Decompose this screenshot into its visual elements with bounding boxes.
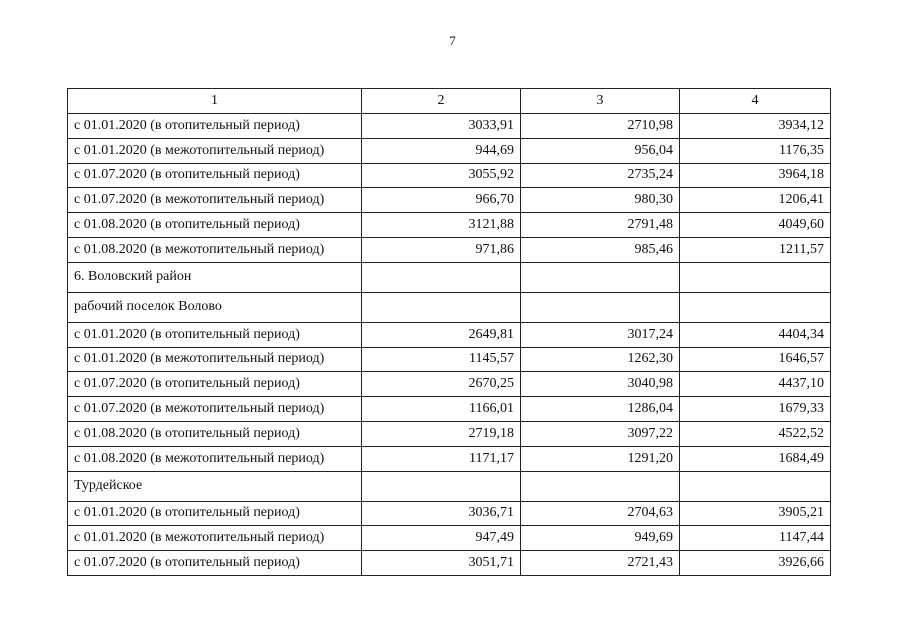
cell-column-3: 956,04 [521, 138, 680, 163]
table-row [68, 188, 831, 213]
section-row [68, 292, 831, 322]
table-row [68, 501, 831, 526]
cell-column-4 [680, 471, 831, 501]
table-row [68, 551, 831, 576]
period-label: с 01.07.2020 (в отопительный период) [68, 372, 362, 397]
table-row [68, 114, 831, 139]
table-row [68, 397, 831, 422]
cell-column-3: 3040,98 [521, 372, 680, 397]
cell-column-3: 2710,98 [521, 114, 680, 139]
cell-column-3: 3097,22 [521, 421, 680, 446]
cell-column-4: 1679,33 [680, 397, 831, 422]
cell-column-4: 4404,34 [680, 322, 831, 347]
cell-column-2: 3055,92 [362, 163, 521, 188]
cell-column-4: 1176,35 [680, 138, 831, 163]
table-row [68, 526, 831, 551]
cell-column-4: 4437,10 [680, 372, 831, 397]
period-label: с 01.08.2020 (в отопительный период) [68, 213, 362, 238]
cell-column-2: 2670,25 [362, 372, 521, 397]
cell-column-4 [680, 292, 831, 322]
period-label: с 01.08.2020 (в межотопительный период) [68, 446, 362, 471]
cell-column-3: 2704,63 [521, 501, 680, 526]
table-row [68, 138, 831, 163]
cell-column-4: 4049,60 [680, 213, 831, 238]
period-label: с 01.08.2020 (в межотопительный период) [68, 237, 362, 262]
cell-column-2: 2649,81 [362, 322, 521, 347]
table-row [68, 347, 831, 372]
page-number: 7 [449, 33, 456, 48]
cell-column-4: 1211,57 [680, 237, 831, 262]
cell-column-4: 1147,44 [680, 526, 831, 551]
section-label: Турдейское [68, 471, 362, 501]
cell-column-3: 2721,43 [521, 551, 680, 576]
table-row [68, 163, 831, 188]
cell-column-4: 3905,21 [680, 501, 831, 526]
cell-column-2: 1145,57 [362, 347, 521, 372]
cell-column-2 [362, 292, 521, 322]
cell-column-2: 3051,71 [362, 551, 521, 576]
period-label: с 01.08.2020 (в отопительный период) [68, 421, 362, 446]
cell-column-2: 2719,18 [362, 421, 521, 446]
cell-column-2 [362, 262, 521, 292]
section-label: рабочий поселок Волово [68, 292, 362, 322]
cell-column-4: 4522,52 [680, 421, 831, 446]
cell-column-3 [521, 262, 680, 292]
cell-column-2: 3036,71 [362, 501, 521, 526]
table-row [68, 213, 831, 238]
cell-column-4: 1684,49 [680, 446, 831, 471]
tariff-table [67, 88, 831, 576]
cell-column-3: 985,46 [521, 237, 680, 262]
cell-column-3: 1291,20 [521, 446, 680, 471]
column-header-4: 4 [680, 89, 831, 114]
section-row [68, 471, 831, 501]
column-header-3: 3 [521, 89, 680, 114]
cell-column-2: 1166,01 [362, 397, 521, 422]
cell-column-2: 971,86 [362, 237, 521, 262]
cell-column-2: 947,49 [362, 526, 521, 551]
column-header-1: 1 [68, 89, 362, 114]
period-label: с 01.07.2020 (в отопительный период) [68, 551, 362, 576]
cell-column-2: 3121,88 [362, 213, 521, 238]
cell-column-4: 3934,12 [680, 114, 831, 139]
table-row [68, 237, 831, 262]
period-label: с 01.07.2020 (в межотопительный период) [68, 397, 362, 422]
period-label: с 01.01.2020 (в отопительный период) [68, 114, 362, 139]
cell-column-2: 966,70 [362, 188, 521, 213]
cell-column-2: 944,69 [362, 138, 521, 163]
period-label: с 01.07.2020 (в отопительный период) [68, 163, 362, 188]
cell-column-3: 949,69 [521, 526, 680, 551]
cell-column-3: 2791,48 [521, 213, 680, 238]
cell-column-4: 1646,57 [680, 347, 831, 372]
cell-column-4: 3926,66 [680, 551, 831, 576]
period-label: с 01.01.2020 (в отопительный период) [68, 501, 362, 526]
period-label: с 01.01.2020 (в межотопительный период) [68, 347, 362, 372]
cell-column-3: 3017,24 [521, 322, 680, 347]
table-row [68, 446, 831, 471]
cell-column-2 [362, 471, 521, 501]
section-row [68, 262, 831, 292]
cell-column-3: 980,30 [521, 188, 680, 213]
cell-column-4: 3964,18 [680, 163, 831, 188]
section-label: 6. Воловский район [68, 262, 362, 292]
period-label: с 01.01.2020 (в отопительный период) [68, 322, 362, 347]
cell-column-3: 1286,04 [521, 397, 680, 422]
cell-column-3 [521, 471, 680, 501]
tariff-table-body [68, 89, 831, 576]
period-label: с 01.01.2020 (в межотопительный период) [68, 526, 362, 551]
cell-column-3: 1262,30 [521, 347, 680, 372]
cell-column-3: 2735,24 [521, 163, 680, 188]
cell-column-4 [680, 262, 831, 292]
table-row [68, 322, 831, 347]
table-row [68, 421, 831, 446]
period-label: с 01.01.2020 (в межотопительный период) [68, 138, 362, 163]
cell-column-3 [521, 292, 680, 322]
table-row [68, 372, 831, 397]
period-label: с 01.07.2020 (в межотопительный период) [68, 188, 362, 213]
table-header-row [68, 89, 831, 114]
cell-column-2: 1171,17 [362, 446, 521, 471]
cell-column-2: 3033,91 [362, 114, 521, 139]
cell-column-4: 1206,41 [680, 188, 831, 213]
column-header-2: 2 [362, 89, 521, 114]
